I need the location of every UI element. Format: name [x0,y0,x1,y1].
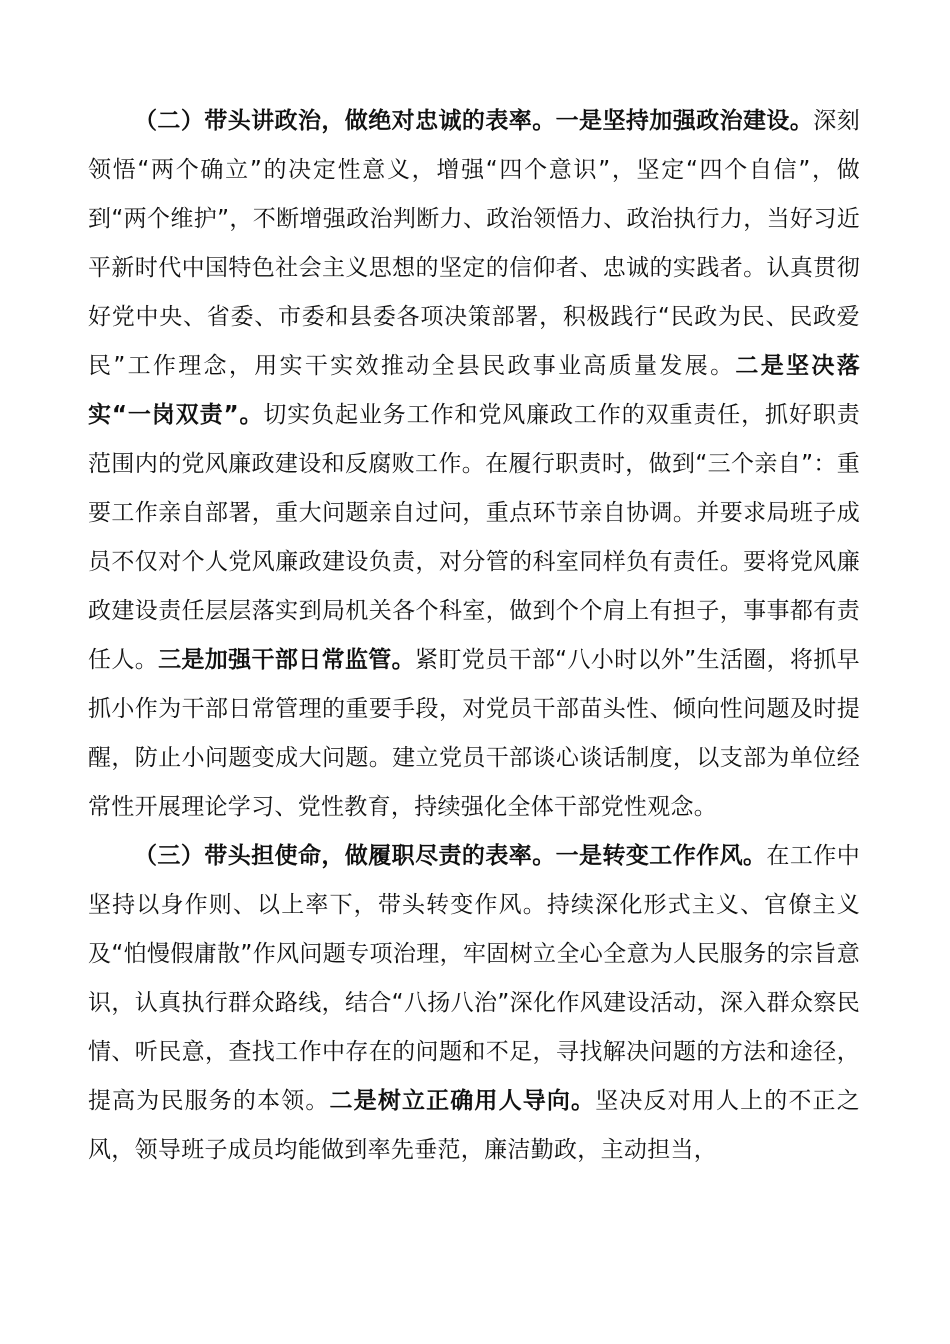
paragraph-text: 在工作中坚持以身作则、以上率下，带头转变作风。持续深化形式主义、官僚主义及“怕慢假庸散”作风问题专项治理，牢固树立全心全意为人民服务的宗旨意识，认真执行群众路线，结合“八扬八治”深化作风建设活动，深入群众察民情、听民意，查找工作中存在的问题和不足，寻找解决问题的方法和途径，提高为民服务的本领。 [88,843,860,1114]
bold-point-heading: 三是加强干部日常监管。 [158,647,416,673]
bold-point-heading: 二是坚决落实“一岗双责”。 [88,353,861,428]
paragraph-text: 深刻领悟“两个确立”的决定性意义，增强“四个意识”，坚定“四个自信”，做到“两个维护”，不断增强政治判断力、政治领悟力、政治执行力，当好习近平新时代中国特色社会主义思想的坚定的信仰者、忠诚的实践者。认真贯彻好党中央、省委、市委和县委各项决策部署，积极践行“民政为民、民政爱民”工作理念，用实干实效推动全县民政事业高质量发展。 [88,108,860,379]
paragraph-section-2 [88,97,860,832]
document-body [88,97,860,1175]
heading-section-3: （三）带头担使命，做履职尽责的表率。一是转变工作作风。 [134,843,767,869]
paragraph-section-3 [88,832,860,1175]
heading-section-2: （二）带头讲政治，做绝对忠诚的表率。一是坚持加强政治建设。 [134,108,814,134]
bold-point-heading: 二是树立正确用人导向。 [329,1088,596,1114]
paragraph-text: 紧盯党员干部“八小时以外”生活圈，将抓早抓小作为干部日常管理的重要手段，对党员干部苗头性、倾向性问题及时提醒，防止小问题变成大问题。建立党员干部谈心谈话制度，以支部为单位经常性开展理论学习、党性教育，持续强化全体干部党性观念。 [88,647,860,820]
paragraph-text: 切实负起业务工作和党风廉政工作的双重责任，抓好职责范围内的党风廉政建设和反腐败工作。在履行职责时，做到“三个亲自”：重要工作亲自部署，重大问题亲自过问，重点环节亲自协调。并要求局班子成员不仅对个人党风廉政建设负责，对分管的科室同样负有责任。要将党风廉政建设责任层层落实到局机关各个科室，做到个个肩上有担子，事事都有责任人。 [88,402,861,673]
paragraph-text: 坚决反对用人上的不正之风，领导班子成员均能做到率先垂范，廉洁勤政，主动担当， [88,1088,860,1163]
